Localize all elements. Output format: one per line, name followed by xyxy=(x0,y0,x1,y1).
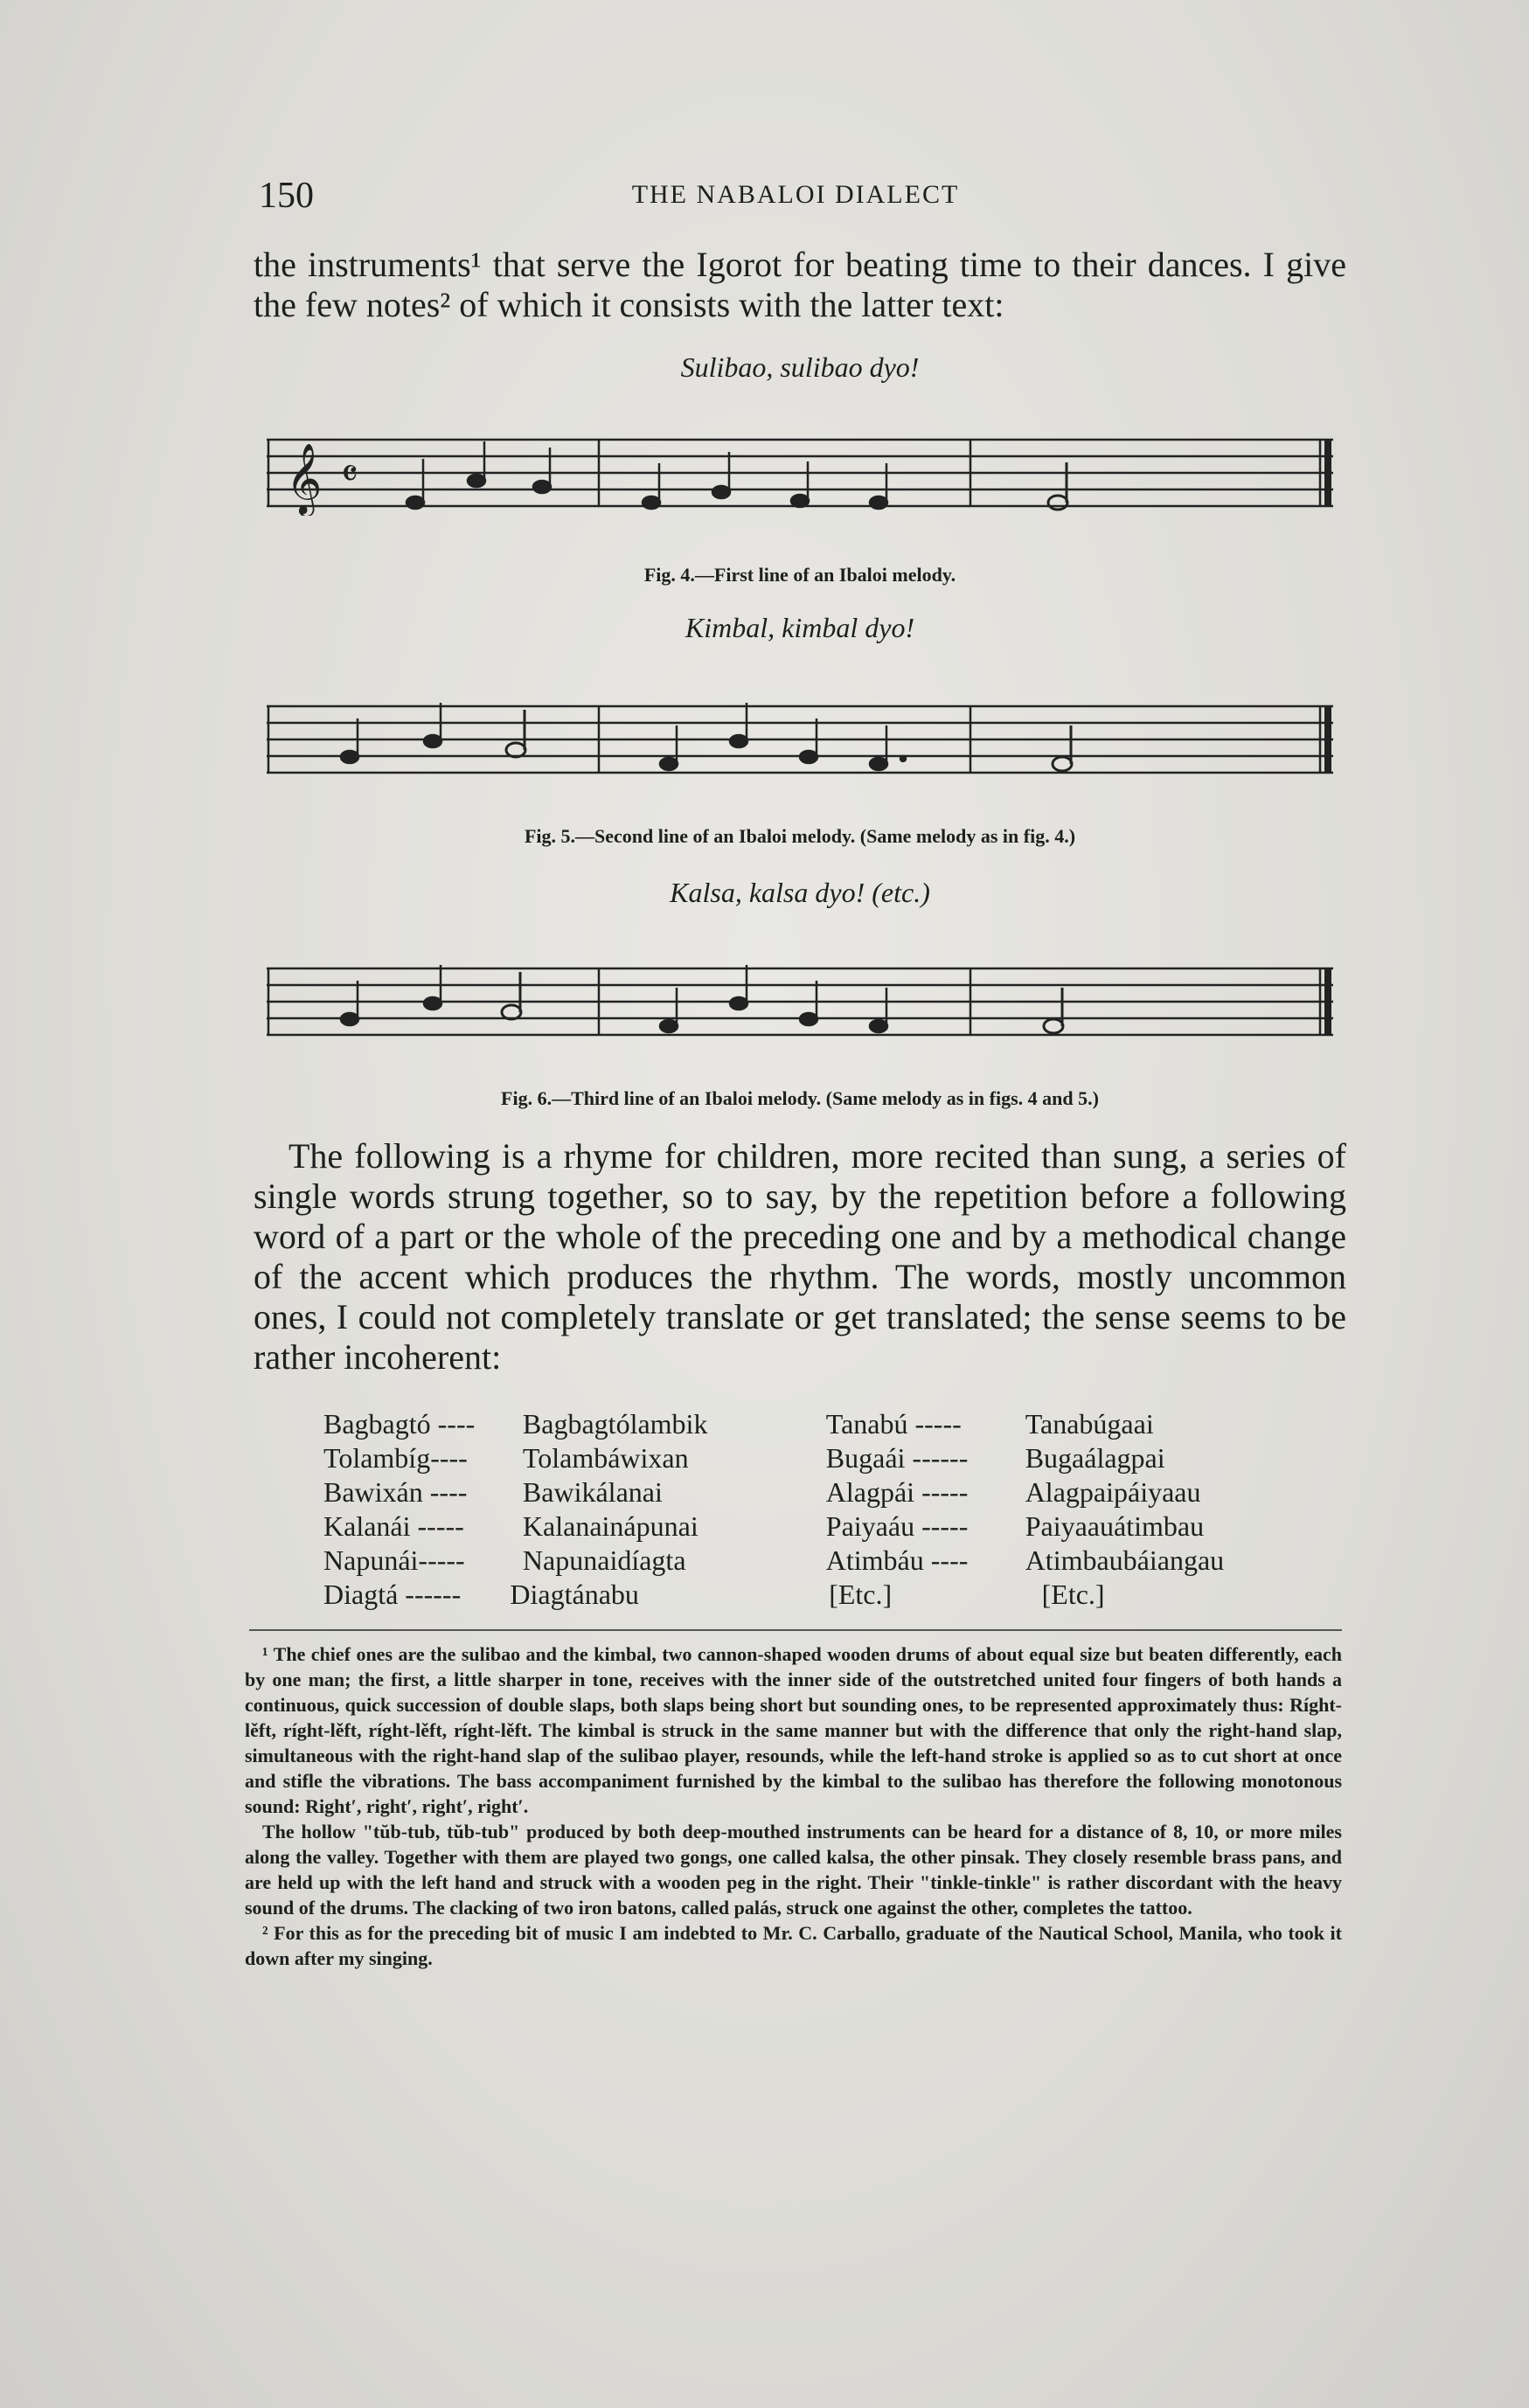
music-staff-1 xyxy=(267,433,1333,516)
figure-caption-6: Fig. 6.—Third line of an Ibaloi melody. (Same melody as in figs. 4 and 5.) xyxy=(501,1087,1099,1109)
footnote-divider xyxy=(249,1629,1342,1631)
svg-text:𝄞: 𝄞 xyxy=(286,442,323,514)
page-header xyxy=(254,175,1338,227)
music-staff-3 xyxy=(267,961,1333,1044)
svg-text:𝄴: 𝄴 xyxy=(341,452,358,496)
running-head: THE NABALOI DIALECT xyxy=(631,180,960,209)
list-item: Tolambíg---- Tolambáwixan Bugaái ------ Bugaálagpai xyxy=(323,1442,1165,1474)
rhyme-paragraph: The following is a rhyme for children, more recited than sung, a series of single words strung together, so to say, by the repetition before a following word of a part or the whole of the preceding one and by a methodical change of the accent which produces the rhythm. The words, mostly uncommon ones, I could not completely translate or get translated; the sense seems to be rather incoherent: xyxy=(254,1136,1346,1377)
list-item: Bawixán ---- Bawikálanai Alagpái ----- Alagpaipáiyaau xyxy=(323,1476,1201,1508)
list-item: Kalanái ----- Kalanainápunai Paiyaáu ----- Paiyaauátimbau xyxy=(323,1510,1205,1542)
music-staff-2 xyxy=(267,699,1333,782)
footnotes xyxy=(245,1641,1342,1971)
list-item: Bagbagtó ---- Bagbagtólambik Tanabú ----- Tanabúgaai xyxy=(323,1408,1154,1440)
melody-title-1: Sulibao, sulibao dyo! xyxy=(680,351,920,383)
footnote-1: ¹ The chief ones are the sulibao and the kimbal, two cannon-shaped wooden drums of about equal size but beaten differently, each by one man; the first, a little sharper in tone, receives with the inner side of the outstretched united four fingers of both hands a continuous, quick succession of double slaps, both slaps being short but sounding ones, to be represented approximately thus: Ríght-lěft, ríght-lěft, ríght-lěft, ríght-lěft. The kimbal is struck in the same manner but with the difference that only the right-hand slap, simultaneous with the right-hand slap of the sulibao player, resounds, while the left-hand stroke is applied so as to cut short at once and stifle the vibrations. The bass accompaniment furnished by the kimbal to the sulibao has therefore the following monotonous sound: Right′, right′, right′, right′. xyxy=(245,1643,1342,1817)
page-number: 150 xyxy=(259,176,314,216)
list-item: Diagtá ------ Diagtánabu [Etc.] [Etc.] xyxy=(323,1579,1105,1610)
melody-title-2: Kimbal, kimbal dyo! xyxy=(685,612,915,643)
figure-caption-4: Fig. 4.—First line of an Ibaloi melody. xyxy=(643,564,956,586)
footnote-2: ² For this as for the preceding bit of music I am indebted to Mr. C. Carballo, graduate of the Nautical School, Manila, who took it down after my singing. xyxy=(245,1922,1342,1969)
footnote-1-continued: The hollow "tŭb-tub, tŭb-tub" produced by both deep-mouthed instruments can be heard for a distance of 8, 10, or more miles along the valley. Together with them are played two gongs, one called kalsa, the other pinsak. They closely resemble brass pans, and are held up with the left hand and struck with a wooden peg in the right. Their "tinkle-tinkle" is rather discordant with the heavy sound of the drums. The clacking of two iron batons, called palás, struck one against the other, completes the tattoo. xyxy=(245,1821,1342,1919)
figure-caption-5: Fig. 5.—Second line of an Ibaloi melody. (Same melody as in fig. 4.) xyxy=(524,825,1076,847)
rhyme-word-list xyxy=(323,1407,1285,1612)
melody-title-3: Kalsa, kalsa dyo! (etc.) xyxy=(670,877,930,908)
list-item: Napunái----- Napunaidíagta Atimbáu ---- Atimbaubáiangau xyxy=(323,1544,1225,1576)
intro-paragraph: the instruments¹ that serve the Igorot for beating time to their dances. I give the few notes² of which it consists with the latter text: xyxy=(254,245,1346,324)
